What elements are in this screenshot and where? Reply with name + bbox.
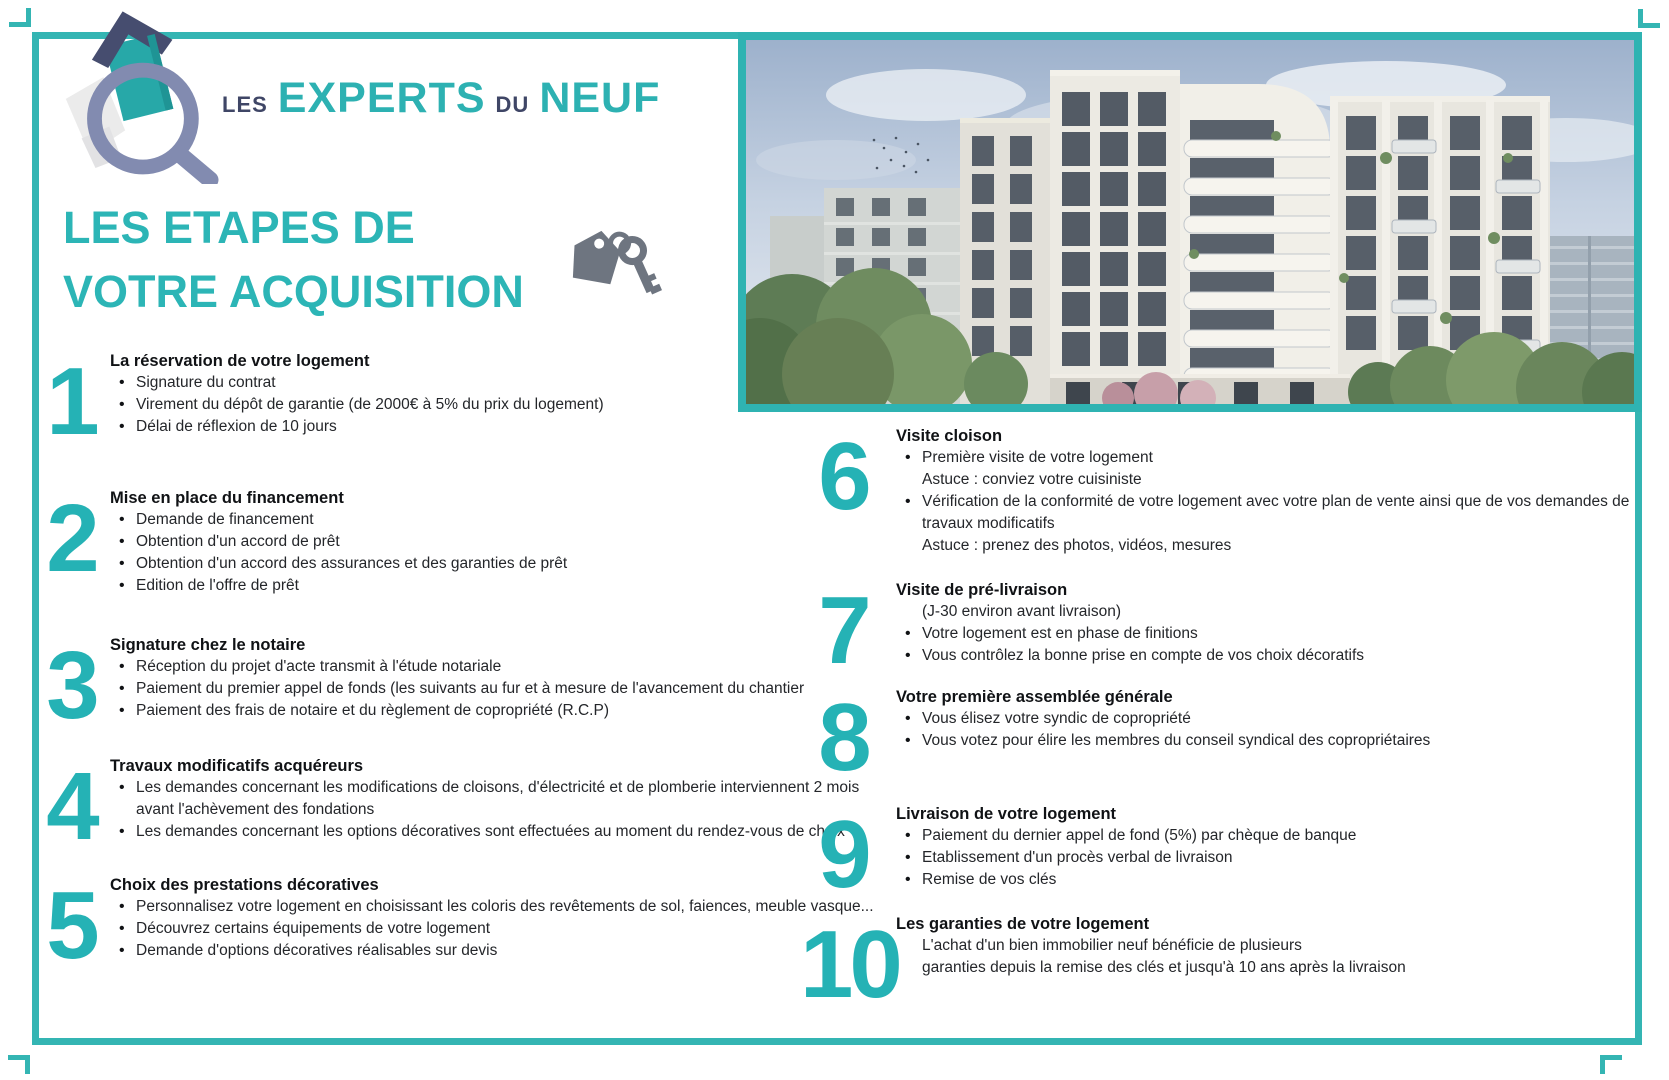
step-title: Signature chez le notaire xyxy=(110,635,306,654)
step-bullet-item: • Obtention d'un accord des assurances et des garanties de prêt xyxy=(110,553,890,575)
step-items xyxy=(896,825,1652,891)
step-number: 10 xyxy=(800,911,899,1019)
corner-mark-top-left xyxy=(9,8,31,27)
step-plain-item: garanties depuis la remise des clés et jusqu'à 10 ans après la livraison xyxy=(922,959,1406,977)
step-number: 8 xyxy=(818,683,868,791)
step-number: 4 xyxy=(46,752,96,860)
step-bullet-item: • Personnalisez votre logement en choisissant les coloris des revêtements de sol, faiences, meuble vasque... xyxy=(110,896,890,918)
brand-wordmark xyxy=(222,74,660,123)
step-content xyxy=(102,350,890,438)
step-bullet-item: • Paiement du dernier appel de fond (5%) par chèque de banque xyxy=(896,825,1652,847)
corner-mark-bottom-left xyxy=(8,1055,30,1074)
step-plain-item: L'achat d'un bien immobilier neuf bénéficie de plusieurs xyxy=(922,937,1302,955)
step-bullet-item: • Etablissement d'un procès verbal de livraison xyxy=(896,847,1652,869)
step xyxy=(40,631,890,739)
brand-experts: EXPERTS xyxy=(277,74,486,122)
step xyxy=(40,348,890,455)
step-number: 6 xyxy=(818,423,868,530)
step-bullet-item: • Paiement du premier appel de fonds (les suivants au fur et à mesure de l'avancement du chantier xyxy=(110,678,890,700)
step-items xyxy=(110,372,890,438)
step-items xyxy=(896,601,1652,667)
keys-icon xyxy=(556,222,666,304)
step-bullet-item: • Découvrez certains équipements de votre logement xyxy=(110,918,890,940)
step-bullet-item: • Réception du projet d'acte transmit à l'étude notariale xyxy=(110,656,890,678)
step-items xyxy=(896,935,1652,979)
step-title: Livraison de votre logement xyxy=(896,804,1117,823)
step-items xyxy=(110,509,890,597)
step-bullet-item: • Votre logement est en phase de finitions xyxy=(896,623,1652,645)
step xyxy=(40,752,890,860)
step-bullet-item: • Les demandes concernant les modifications de cloisons, d'électricité et de plomberie interviennent 2 mois avant l'achèvement des fondations xyxy=(110,777,890,821)
step xyxy=(40,484,890,597)
step-content xyxy=(102,487,890,597)
house-magnifier-icon xyxy=(52,0,220,184)
brand-neuf: NEUF xyxy=(539,74,661,122)
step-number: 5 xyxy=(46,872,96,980)
step-number: 1 xyxy=(46,348,96,455)
step-bullet-item: • Obtention d'un accord de prêt xyxy=(110,531,890,553)
step-title: Les garanties de votre logement xyxy=(896,915,1150,934)
step-content xyxy=(102,874,890,962)
step-items xyxy=(110,656,890,722)
step-plain-item: (J-30 environ avant livraison) xyxy=(922,603,1122,620)
step xyxy=(800,577,1652,684)
page-title-line2: VOTRE ACQUISITION xyxy=(63,266,524,317)
step-bullet-item: • Vous votez pour élire les membres du conseil syndical des copropriétaires xyxy=(896,730,1652,752)
step-bullet-item: • Virement du dépôt de garantie (de 2000€ à 5% du prix du logement) xyxy=(110,394,890,416)
step-title: Visite cloison xyxy=(896,427,1003,445)
page-title xyxy=(63,196,524,324)
step-content xyxy=(102,755,890,843)
step-number: 3 xyxy=(46,631,96,739)
step-title: La réservation de votre logement xyxy=(110,352,370,370)
step-items xyxy=(896,708,1652,752)
step-title: Votre première assemblée générale xyxy=(896,687,1173,706)
page-title-line1: LES ETAPES DE xyxy=(63,202,415,253)
step-content xyxy=(886,425,1652,557)
step-content xyxy=(886,803,1652,891)
step xyxy=(800,683,1652,791)
step-title: Visite de pré-livraison xyxy=(896,581,1068,599)
step-bullet-item: • Demande d'options décoratives réalisables sur devis xyxy=(110,940,890,962)
step-items xyxy=(110,777,890,843)
step-content xyxy=(886,913,1652,979)
step-content xyxy=(886,686,1652,752)
brand-les: LES xyxy=(222,92,268,117)
step xyxy=(800,911,1652,1019)
step-title: Mise en place du financement xyxy=(110,488,344,507)
house-key-icon xyxy=(556,222,666,304)
steps-column-right xyxy=(800,423,1652,1019)
step-bullet-item: • Demande de financement xyxy=(110,509,890,531)
step-bullet-item: • Vous contrôlez la bonne prise en compte de vos choix décoratifs xyxy=(896,645,1652,667)
step-number: 9 xyxy=(818,800,868,908)
corner-mark-bottom-right xyxy=(1600,1055,1622,1074)
brand-du: DU xyxy=(495,92,530,117)
step xyxy=(800,425,1652,557)
step-title: Choix des prestations décoratives xyxy=(110,876,379,895)
step-bullet-item: • Signature du contrat xyxy=(110,372,890,394)
step-bullet-item: • Les demandes concernant les options décoratives sont effectuées au moment du rendez-vous de choix xyxy=(110,821,890,843)
step-plain-item: Astuce : conviez votre cuisiniste xyxy=(922,471,1142,488)
step-items xyxy=(110,896,890,962)
step-bullet-item: • Première visite de votre logement xyxy=(896,447,1652,469)
step-content xyxy=(886,579,1652,667)
step-number: 7 xyxy=(818,577,868,684)
step-number: 2 xyxy=(46,484,96,592)
step-items xyxy=(896,447,1652,557)
corner-mark-top-right xyxy=(1638,9,1660,28)
step-bullet-item: • Délai de réflexion de 10 jours xyxy=(110,416,890,438)
step-bullet-item: • Edition de l'offre de prêt xyxy=(110,575,890,597)
step-plain-item: Astuce : prenez des photos, vidéos, mesures xyxy=(922,537,1232,554)
step-title: Travaux modificatifs acquéreurs xyxy=(110,756,364,775)
step-bullet-item: • Remise de vos clés xyxy=(896,869,1652,891)
step-bullet-item: • Paiement des frais de notaire et du règlement de copropriété (R.C.P) xyxy=(110,700,890,722)
step xyxy=(800,800,1652,908)
brand-logo-icon xyxy=(52,0,220,186)
step-bullet-item: • Vérification de la conformité de votre logement avec votre plan de vente ainsi que de vos demandes de travaux modificatifs xyxy=(896,491,1652,535)
step-content xyxy=(102,634,890,722)
steps-column-left xyxy=(40,348,890,980)
step-bullet-item: • Vous élisez votre syndic de copropriété xyxy=(896,708,1652,730)
